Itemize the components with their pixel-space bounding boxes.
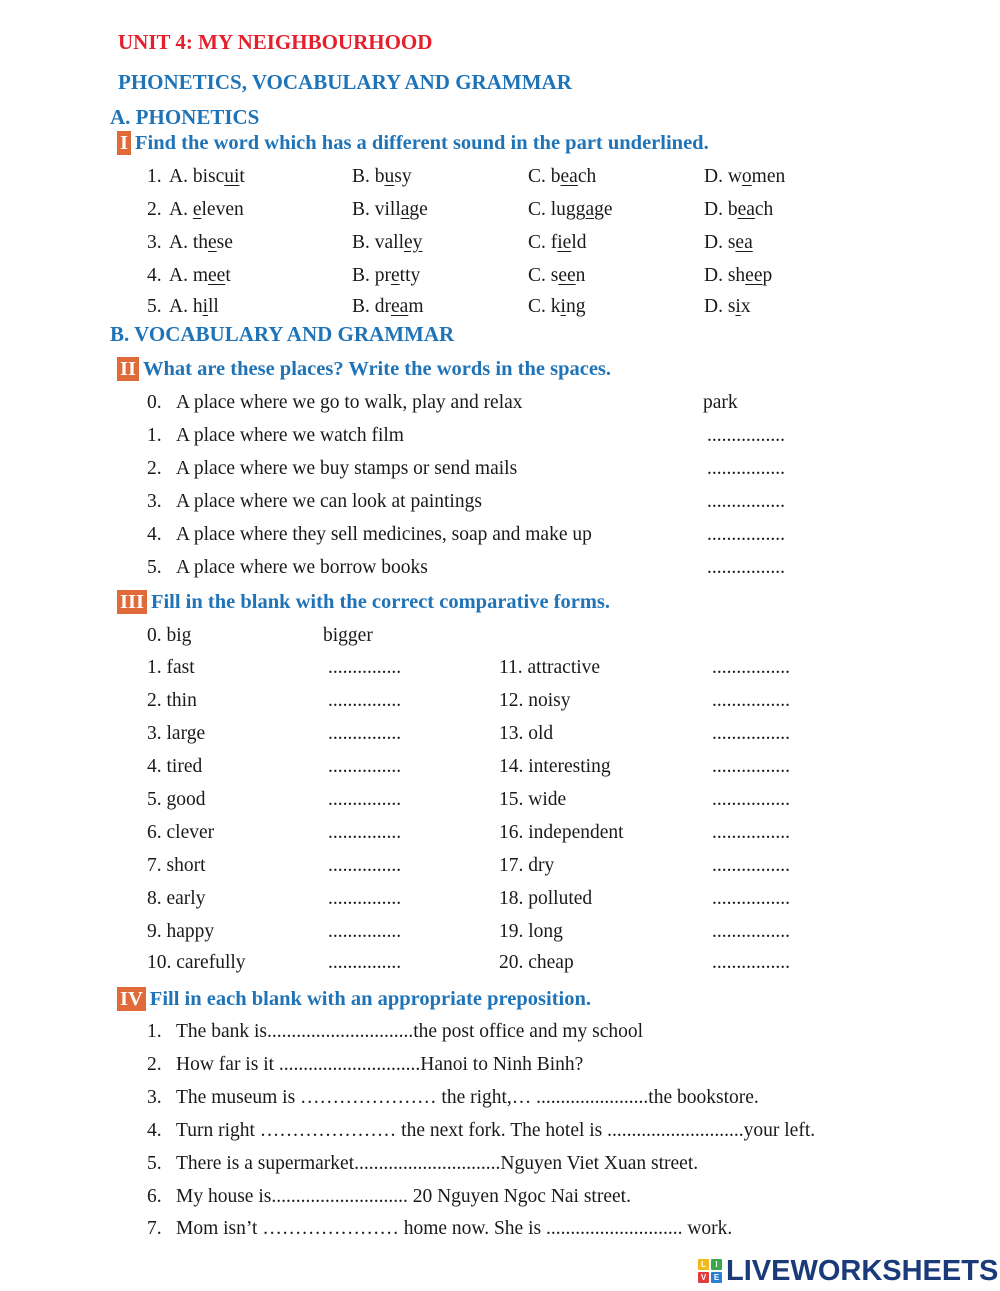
option-text: t [225, 265, 231, 286]
item-number: 4. [147, 1120, 162, 1141]
comparative-word: 16. independent [499, 822, 624, 843]
answer-blank: ............... [328, 952, 402, 973]
option-text: A. m [169, 265, 208, 286]
sentence-text: Mom isn’t ………………… home now. She is ............................ work. [176, 1218, 733, 1239]
exercise-3-instruction: Fill in the blank with the correct comparative forms. [150, 591, 611, 613]
option-text: B. b [352, 166, 385, 187]
underlined-part: ea [735, 232, 753, 253]
option-text: se [216, 232, 233, 253]
answer-blank: ................ [707, 458, 785, 479]
answer-blank: ................ [712, 690, 790, 711]
option-b [352, 296, 423, 318]
exercise-3-heading [117, 590, 610, 614]
option-text: x [740, 296, 751, 317]
logo-mark-icon [698, 1259, 722, 1283]
item-number: 1. [147, 425, 162, 446]
option-text: ge [594, 199, 613, 220]
underlined-part: e [208, 232, 217, 253]
option-text: ch [754, 199, 774, 220]
comparative-word: 17. dry [499, 855, 555, 876]
option-text: ch [577, 166, 597, 187]
option-c [528, 166, 596, 188]
logo-tile: V [698, 1272, 709, 1283]
answer-blank: ............... [328, 690, 402, 711]
section-b-title: B. VOCABULARY AND GRAMMAR [110, 322, 455, 346]
underlined-part: a [400, 199, 410, 220]
answer-blank: ................ [707, 491, 785, 512]
comparative-word: 19. long [499, 921, 563, 942]
logo-tile: L [698, 1259, 709, 1270]
option-text: B. vall [352, 232, 404, 253]
answer-blank: ............... [328, 888, 402, 909]
comparative-word: 11. attractive [499, 657, 601, 678]
underlined-part: u [384, 166, 395, 187]
underlined-part: e [391, 265, 400, 286]
item-number: 6. [147, 1186, 162, 1207]
exercise-3-example-word: 0. big [147, 625, 192, 646]
item-text: A place where we go to walk, play and relax [176, 392, 523, 413]
sentence-text: How far is it .............................Hanoi to Ninh Binh? [176, 1054, 584, 1075]
option-text: ng [565, 296, 586, 317]
underlined-part: ui [224, 166, 240, 187]
answer-blank: ................ [712, 657, 790, 678]
sentence-text: There is a supermarket..............................Nguyen Viet Xuan street. [176, 1153, 699, 1174]
option-text: D. s [704, 232, 736, 253]
option-text: D. b [704, 199, 738, 220]
comparative-word: 10. carefully [147, 952, 246, 973]
question-number: 2. [147, 199, 162, 220]
exercise-2-numeral: II [117, 357, 139, 381]
comparative-word: 7. short [147, 855, 206, 876]
logo-tile: E [711, 1272, 722, 1283]
item-number: 4. [147, 524, 162, 545]
answer-blank: ................ [712, 723, 790, 744]
sentence-text: The museum is ………………… the right,… .......................the bookstore. [176, 1087, 759, 1108]
option-text: D. w [704, 166, 742, 187]
item-number: 3. [147, 1087, 162, 1108]
comparative-word: 4. tired [147, 756, 203, 777]
option-a [169, 232, 233, 254]
item-text: A place where we buy stamps or send mails [176, 458, 518, 479]
comparative-word: 14. interesting [499, 756, 611, 777]
underlined-part: ea [560, 166, 578, 187]
comparative-word: 6. clever [147, 822, 215, 843]
underlined-part: ee [558, 265, 576, 286]
exercise-3-example-answer: bigger [323, 625, 373, 646]
option-b [352, 265, 420, 287]
option-b [352, 199, 428, 221]
underlined-part: ea [391, 296, 409, 317]
item-number: 2. [147, 1054, 162, 1075]
exercise-4-numeral: IV [117, 987, 146, 1011]
underlined-part: i [202, 296, 209, 317]
question-number: 3. [147, 232, 162, 253]
underlined-part: i [560, 296, 566, 317]
item-text: A place where they sell medicines, soap and make up [176, 524, 592, 545]
underlined-part: a [585, 199, 595, 220]
answer-blank: ................ [707, 557, 785, 578]
exercise-1-instruction: Find the word which has a different sound in the part underlined. [134, 132, 709, 154]
underlined-part: ey [404, 232, 423, 253]
comparative-word: 8. early [147, 888, 206, 909]
item-number: 2. [147, 458, 162, 479]
exercise-1-heading [117, 131, 709, 155]
section-a-title: A. PHONETICS [110, 105, 260, 129]
answer-blank: ................ [712, 888, 790, 909]
item-text: A place where we watch film [176, 425, 404, 446]
option-text: ld [571, 232, 587, 253]
sentence-text: The bank is..............................the post office and my school [176, 1021, 644, 1042]
liveworksheets-logo [698, 1254, 998, 1288]
answer-blank: ............... [328, 756, 402, 777]
underlined-part: o [741, 166, 752, 187]
option-text: m [408, 296, 424, 317]
answer-blank: ................ [712, 822, 790, 843]
option-text: C. b [528, 166, 561, 187]
question-number: 5. [147, 296, 162, 317]
option-a [169, 199, 244, 221]
option-b [352, 166, 412, 188]
page-subtitle: PHONETICS, VOCABULARY AND GRAMMAR [118, 70, 572, 94]
underlined-part: ee [208, 265, 226, 286]
exercise-2-heading [117, 357, 611, 381]
option-text: C. k [528, 296, 561, 317]
option-text: C. s [528, 265, 559, 286]
comparative-word: 20. cheap [499, 952, 574, 973]
answer-blank: ............... [328, 657, 402, 678]
item-text: A place where we can look at paintings [176, 491, 482, 512]
underlined-part: e [192, 199, 202, 220]
option-text: ll [208, 296, 219, 317]
answer-blank: ............... [328, 789, 402, 810]
comparative-word: 13. old [499, 723, 554, 744]
answer-blank: ............... [328, 921, 402, 942]
item-text: A place where we borrow books [176, 557, 428, 578]
answer-blank: ............... [328, 822, 402, 843]
option-text: B. vill [352, 199, 401, 220]
option-text: A. h [169, 296, 203, 317]
option-c [528, 232, 587, 254]
option-text: D. sh [704, 265, 746, 286]
comparative-word: 1. fast [147, 657, 195, 678]
item-number: 3. [147, 491, 162, 512]
answer-blank: ................ [712, 756, 790, 777]
underlined-part: i [735, 296, 741, 317]
option-text: n [575, 265, 586, 286]
option-text: leven [201, 199, 244, 220]
item-number: 0. [147, 392, 162, 413]
answer-blank: ............... [328, 855, 402, 876]
answer-blank: ................ [712, 855, 790, 876]
option-text: ge [409, 199, 428, 220]
option-text: A. bisc [169, 166, 225, 187]
comparative-word: 3. large [147, 723, 206, 744]
exercise-3-numeral: III [117, 590, 147, 614]
item-number: 5. [147, 1153, 162, 1174]
answer-blank: ................ [712, 952, 790, 973]
sentence-text: My house is............................ 20 Nguyen Ngoc Nai street. [176, 1186, 631, 1207]
exercise-1-numeral: I [117, 131, 131, 155]
question-number: 4. [147, 265, 162, 286]
comparative-word: 2. thin [147, 690, 197, 711]
option-c [528, 265, 585, 287]
underlined-part: ie [557, 232, 572, 253]
exercise-2-instruction: What are these places? Write the words in the spaces. [142, 358, 612, 380]
option-text: tty [399, 265, 421, 286]
option-d [704, 166, 785, 188]
item-number: 5. [147, 557, 162, 578]
option-text: A. [169, 199, 193, 220]
option-c [528, 199, 613, 221]
option-a [169, 265, 231, 287]
option-text: men [751, 166, 786, 187]
option-text: p [762, 265, 773, 286]
option-text: B. dr [352, 296, 391, 317]
comparative-word: 12. noisy [499, 690, 571, 711]
option-d [704, 232, 753, 254]
option-b [352, 232, 422, 254]
item-number: 1. [147, 1021, 162, 1042]
option-text: sy [394, 166, 412, 187]
option-text: t [239, 166, 245, 187]
option-text: C. f [528, 232, 558, 253]
exercise-4-instruction: Fill in each blank with an appropriate preposition. [149, 988, 592, 1010]
answer-blank: ................ [707, 425, 785, 446]
option-d [704, 199, 773, 221]
answer-blank: park [703, 392, 738, 413]
option-text: C. lugg [528, 199, 586, 220]
exercise-4-heading [117, 987, 591, 1011]
unit-title: UNIT 4: MY NEIGHBOURHOOD [118, 30, 433, 54]
question-number: 1. [147, 166, 162, 187]
comparative-word: 15. wide [499, 789, 567, 810]
answer-blank: ................ [707, 524, 785, 545]
underlined-part: ea [737, 199, 755, 220]
option-text: D. s [704, 296, 736, 317]
option-d [704, 296, 751, 318]
sentence-text: Turn right ………………… the next fork. The hotel is ............................your left. [176, 1120, 816, 1141]
answer-blank: ................ [712, 789, 790, 810]
logo-text: LIVEWORKSHEETS [726, 1254, 999, 1287]
option-text: A. th [169, 232, 208, 253]
option-a [169, 166, 245, 188]
answer-blank: ............... [328, 723, 402, 744]
option-c [528, 296, 585, 318]
item-number: 7. [147, 1218, 162, 1239]
comparative-word: 9. happy [147, 921, 215, 942]
option-d [704, 265, 772, 287]
option-a [169, 296, 219, 318]
comparative-word: 5. good [147, 789, 206, 810]
option-text: B. pr [352, 265, 391, 286]
underlined-part: ee [745, 265, 763, 286]
comparative-word: 18. polluted [499, 888, 593, 909]
answer-blank: ................ [712, 921, 790, 942]
logo-tile: I [711, 1259, 722, 1270]
